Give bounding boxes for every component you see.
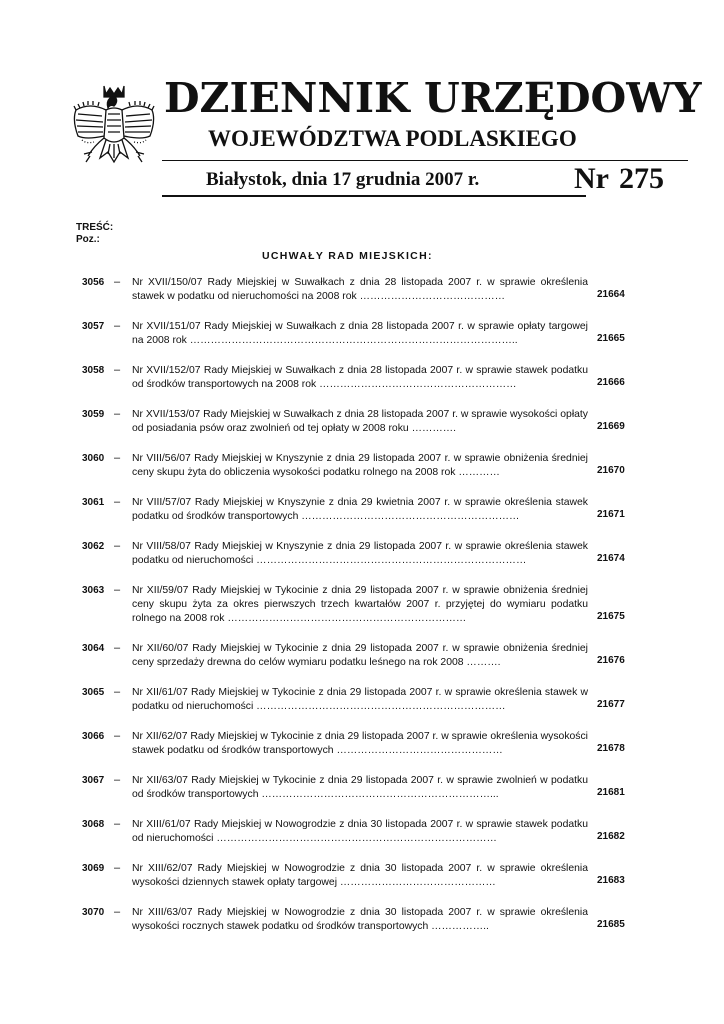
- entry-dash: –: [114, 818, 121, 830]
- entry-page: 21671: [597, 509, 625, 520]
- entry-position: 3068: [82, 819, 105, 830]
- entry-page: 21685: [597, 919, 625, 930]
- entry-dash: –: [114, 364, 121, 376]
- entry-dash: –: [114, 452, 121, 464]
- entry-page: 21666: [597, 377, 625, 388]
- entry-position: 3067: [82, 775, 105, 786]
- entry-dash: –: [114, 730, 121, 742]
- entry-description: Nr XII/63/07 Rady Miejskiej w Tykocinie z dnia 29 listopada 2007 r. w sprawie zwolnień w podatku od środków transportowych …………………………………………………………...: [132, 775, 588, 800]
- entry-page: 21664: [597, 289, 625, 300]
- entry-description: Nr VIII/57/07 Rady Miejskiej w Knyszynie z dnia 29 kwietnia 2007 r. w sprawie określenia stawek podatku od środków transportowych ………………………………………………………: [132, 497, 588, 522]
- entry-dash: –: [114, 862, 121, 874]
- issue-label: Nr: [574, 162, 609, 195]
- entry-position: 3056: [82, 277, 105, 288]
- entry-position: 3065: [82, 687, 105, 698]
- entry-page: 21682: [597, 831, 625, 842]
- entry-description: Nr XIII/62/07 Rady Miejskiej w Nowogrodzie z dnia 30 listopada 2007 r. w sprawie określenia wysokości dziennych stawek opłaty targowej ………………………………………: [132, 863, 588, 888]
- entry-position: 3057: [82, 321, 105, 332]
- publication-subtitle: WOJEWÓDZTWA PODLASKIEGO: [208, 126, 577, 151]
- entry-position: 3066: [82, 731, 105, 742]
- entry-page: 21675: [597, 611, 625, 622]
- entry-dash: –: [114, 276, 121, 288]
- entry-description: Nr VIII/58/07 Rady Miejskiej w Knyszynie z dnia 29 listopada 2007 r. w sprawie określenia stawek podatku od nieruchomości ……………………………………………………………………: [132, 541, 588, 566]
- entry-page: 21676: [597, 655, 625, 666]
- entry-description: Nr XVII/151/07 Rady Miejskiej w Suwałkach z dnia 28 listopada 2007 r. w sprawie opłaty targowej na 2008 rok …………………………………………………………………………………..: [132, 321, 588, 346]
- entry-description: Nr XII/61/07 Rady Miejskiej w Tykocinie z dnia 29 listopada 2007 r. w sprawie określenia stawek w podatku od nieruchomości ………………………………………………………………: [132, 687, 588, 712]
- entry-description: Nr XVII/152/07 Rady Miejskiej w Suwałkach z dnia 28 listopada 2007 r. w sprawie stawek podatku od środków transportowych na 2008 rok …………………………………………………: [132, 365, 588, 390]
- entry-dash: –: [114, 906, 121, 918]
- polish-eagle-emblem-icon: [66, 80, 162, 180]
- entry-description: Nr XII/62/07 Rady Miejskiej w Tykocinie z dnia 29 listopada 2007 r. w sprawie określenia wysokości stawek podatku od środków transportowych …………………………………………: [132, 731, 588, 756]
- entry-page: 21674: [597, 553, 625, 564]
- entry-dash: –: [114, 584, 121, 596]
- entry-description: Nr VIII/56/07 Rady Miejskiej w Knyszynie z dnia 29 listopada 2007 r. w sprawie obniżenia średniej ceny skupu żyta do obliczenia wysokości podatku rolnego na 2008 rok …………: [132, 453, 588, 478]
- position-label: Poz.:: [76, 234, 100, 245]
- entry-position: 3062: [82, 541, 105, 552]
- place-and-date: Białystok, dnia 17 grudnia 2007 r.: [206, 169, 480, 190]
- entry-description: Nr XII/60/07 Rady Miejskiej w Tykocinie z dnia 29 listopada 2007 r. w sprawie obniżenia średniej ceny sprzedaży drewna do celów wymiaru podatku leśnego na rok 2008 ……….: [132, 643, 588, 668]
- entry-dash: –: [114, 774, 121, 786]
- entry-dash: –: [114, 320, 121, 332]
- entry-dash: –: [114, 642, 121, 654]
- entry-page: 21665: [597, 333, 625, 344]
- entry-position: 3070: [82, 907, 105, 918]
- entry-description: Nr XVII/153/07 Rady Miejskiej w Suwałkach z dnia 28 listopada 2007 r. w sprawie wysokości opłaty od posiadania psów oraz zwolnień od tej opłaty w 2008 roku ………….: [132, 409, 588, 434]
- entry-position: 3069: [82, 863, 105, 874]
- toc-labels: [76, 222, 113, 246]
- entry-description: Nr XIII/61/07 Rady Miejskiej w Nowogrodzie z dnia 30 listopada 2007 r. w sprawie stawek podatku od nieruchomości ………………………………………………………………………: [132, 819, 588, 844]
- entry-page: 21677: [597, 699, 625, 710]
- entry-page: 21669: [597, 421, 625, 432]
- entry-page: 21670: [597, 465, 625, 476]
- masthead-divider-bottom: [162, 195, 586, 197]
- entry-description: Nr XII/59/07 Rady Miejskiej w Tykocinie z dnia 29 listopada 2007 r. w sprawie obniżenia średniej ceny skupu żyta za okres pierwszych trzech kwartałów 2007 r. przyjętej do wymiaru podatku rolnego na 2008 rok ……………………………………………………………: [132, 585, 588, 624]
- issue-number: 275: [618, 162, 664, 195]
- entry-description: Nr XIII/63/07 Rady Miejskiej w Nowogrodzie z dnia 30 listopada 2007 r. w sprawie określenia wysokości rocznych stawek podatku od środków transportowych ……………..: [132, 907, 588, 932]
- entry-position: 3060: [82, 453, 105, 464]
- publication-title: DZIENNIK URZĘDOWY: [164, 74, 702, 122]
- entry-dash: –: [114, 496, 121, 508]
- contents-label: TREŚĆ:: [76, 222, 114, 233]
- entry-dash: –: [114, 540, 121, 552]
- entry-position: 3063: [82, 585, 105, 596]
- entry-position: 3061: [82, 497, 105, 508]
- entry-position: 3064: [82, 643, 105, 654]
- entry-dash: –: [114, 408, 121, 420]
- section-heading: UCHWAŁY RAD MIEJSKICH:: [262, 250, 433, 262]
- entry-page: 21678: [597, 743, 625, 754]
- issue-number-block: [574, 162, 664, 196]
- entry-position: 3058: [82, 365, 105, 376]
- masthead-divider-top: [162, 160, 688, 161]
- entry-page: 21683: [597, 875, 625, 886]
- entry-dash: –: [114, 686, 121, 698]
- entry-page: 21681: [597, 787, 625, 798]
- entry-position: 3059: [82, 409, 105, 420]
- entry-description: Nr XVII/150/07 Rady Miejskiej w Suwałkach z dnia 28 listopada 2007 r. w sprawie określenia stawek w podatku od nieruchomości na 2008 rok ……………………………………: [132, 277, 588, 302]
